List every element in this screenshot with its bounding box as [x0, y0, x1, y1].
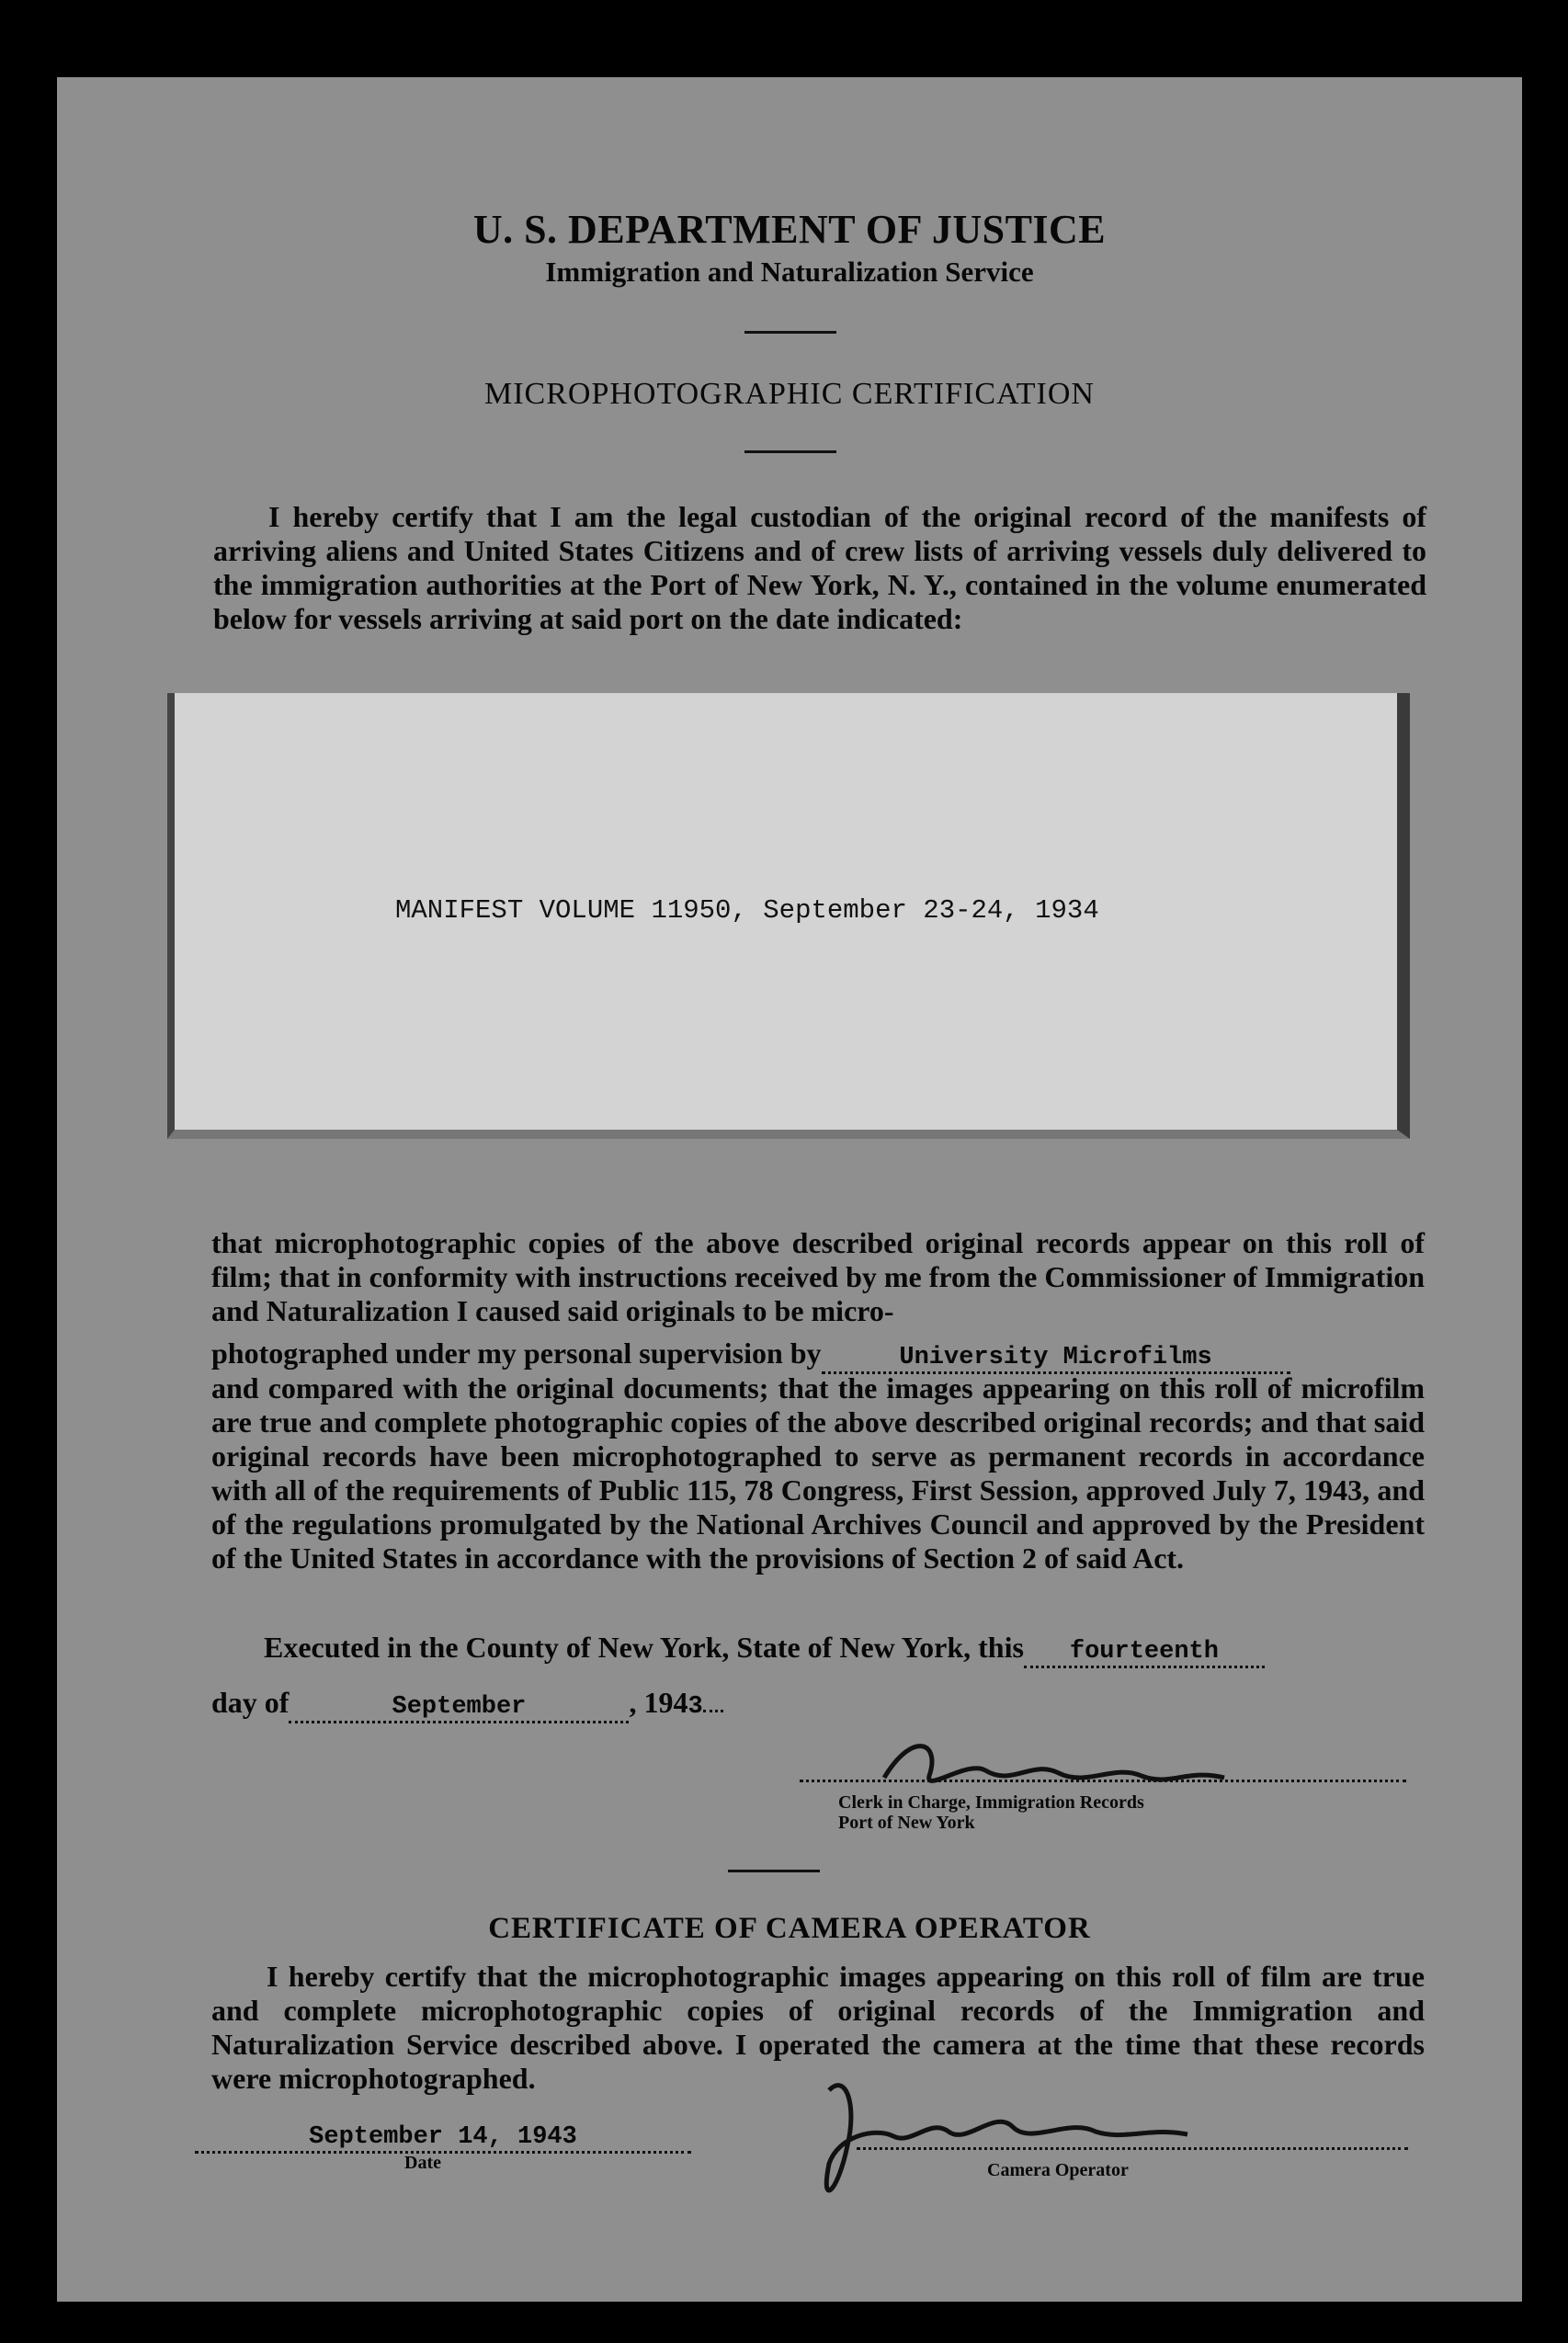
clerk-title: [838, 1792, 1144, 1833]
department-title: U. S. DEPARTMENT OF JUSTICE: [472, 207, 1107, 252]
camera-operator-signature: [756, 2053, 1270, 2219]
executed-day-value: fourteenth: [1069, 1638, 1219, 1666]
manifest-volume-label: [167, 693, 1410, 1139]
supervision-prefix: photographed under my personal supervision by: [211, 1336, 822, 1370]
camera-certificate-title: CERTIFICATE OF CAMERA OPERATOR: [488, 1912, 1091, 1945]
supervision-field: [822, 1336, 1290, 1374]
month-field: [289, 1686, 629, 1723]
header: [57, 206, 1522, 253]
divider-rule: [744, 450, 836, 453]
intro-paragraph: I hereby certify that I am the legal custodian of the original record of the manifests of arriving aliens and United States Citizens and of crew lists of arriving vessels duly delivered to the immigration authorities at the Port of New York, N. Y., contained in the volume enumerated below for vessels arriving at said port on the date indicated:: [213, 500, 1426, 635]
manifest-volume-text: MANIFEST VOLUME 11950, September 23-24, 1934: [395, 895, 1099, 926]
camera-date-field: [195, 2123, 691, 2154]
sheet-content: [57, 77, 1522, 2302]
body-paragraph-2: and compared with the original documents; that the images appearing on this roll of microfilm are true and complete photographic copies of the above described original records; and that said original records have been microphotographed to serve as permanent records in accordance with all of the requirements of Public 115, 78 Congress, First Session, approved July 7, 1943, and of the regulations promulgated by the National Archives Council and approved by the President of the United States in accordance with the provisions of Section 2 of said Act.: [211, 1371, 1425, 1575]
clerk-signature-line: [800, 1780, 1406, 1782]
certificate-sheet: [57, 77, 1522, 2302]
camera-date-value: September 14, 1943: [309, 2123, 577, 2151]
day-of-line: [211, 1686, 723, 1723]
service-subtitle: Immigration and Naturalization Service: [545, 256, 1034, 288]
executed-line: [264, 1631, 1265, 1668]
day-of-label: day of: [211, 1686, 290, 1719]
divider-rule: [728, 1870, 820, 1872]
camera-operator-label: Camera Operator: [987, 2160, 1129, 2180]
certification-title: MICROPHOTOGRAPHIC CERTIFICATION: [483, 377, 1095, 411]
month-value: September: [392, 1693, 527, 1721]
camera-date-label: Date: [404, 2153, 441, 2173]
camera-operator-line: [857, 2147, 1408, 2150]
supervision-line: [211, 1336, 1290, 1374]
year-dots: [703, 1710, 723, 1712]
clerk-title-line1: Clerk in Charge, Immigration Records: [838, 1792, 1144, 1813]
camera-paragraph: I hereby certify that the microphotographic images appearing on this roll of film are true and complete microphotographic copies of original records of the Immigration and Naturalization Service described above. I operated the camera at the time that these records were microphotographed.: [211, 1960, 1425, 2095]
executed-day-field: [1024, 1631, 1265, 1668]
divider-rule: [744, 331, 836, 334]
executed-prefix: Executed in the County of New York, State of New York, this: [264, 1631, 1024, 1664]
body-paragraph-1: that microphotographic copies of the above described original records appear on this roll of film; that in conformity with instructions received by me from the Commissioner of Immigration and Naturalization I caused said originals to be micro-: [211, 1226, 1425, 1327]
clerk-title-line2: Port of New York: [838, 1813, 975, 1833]
year-prefix: , 194: [629, 1686, 688, 1719]
supervision-value: University Microfilms: [899, 1344, 1212, 1371]
year-value: 3: [687, 1693, 703, 1721]
